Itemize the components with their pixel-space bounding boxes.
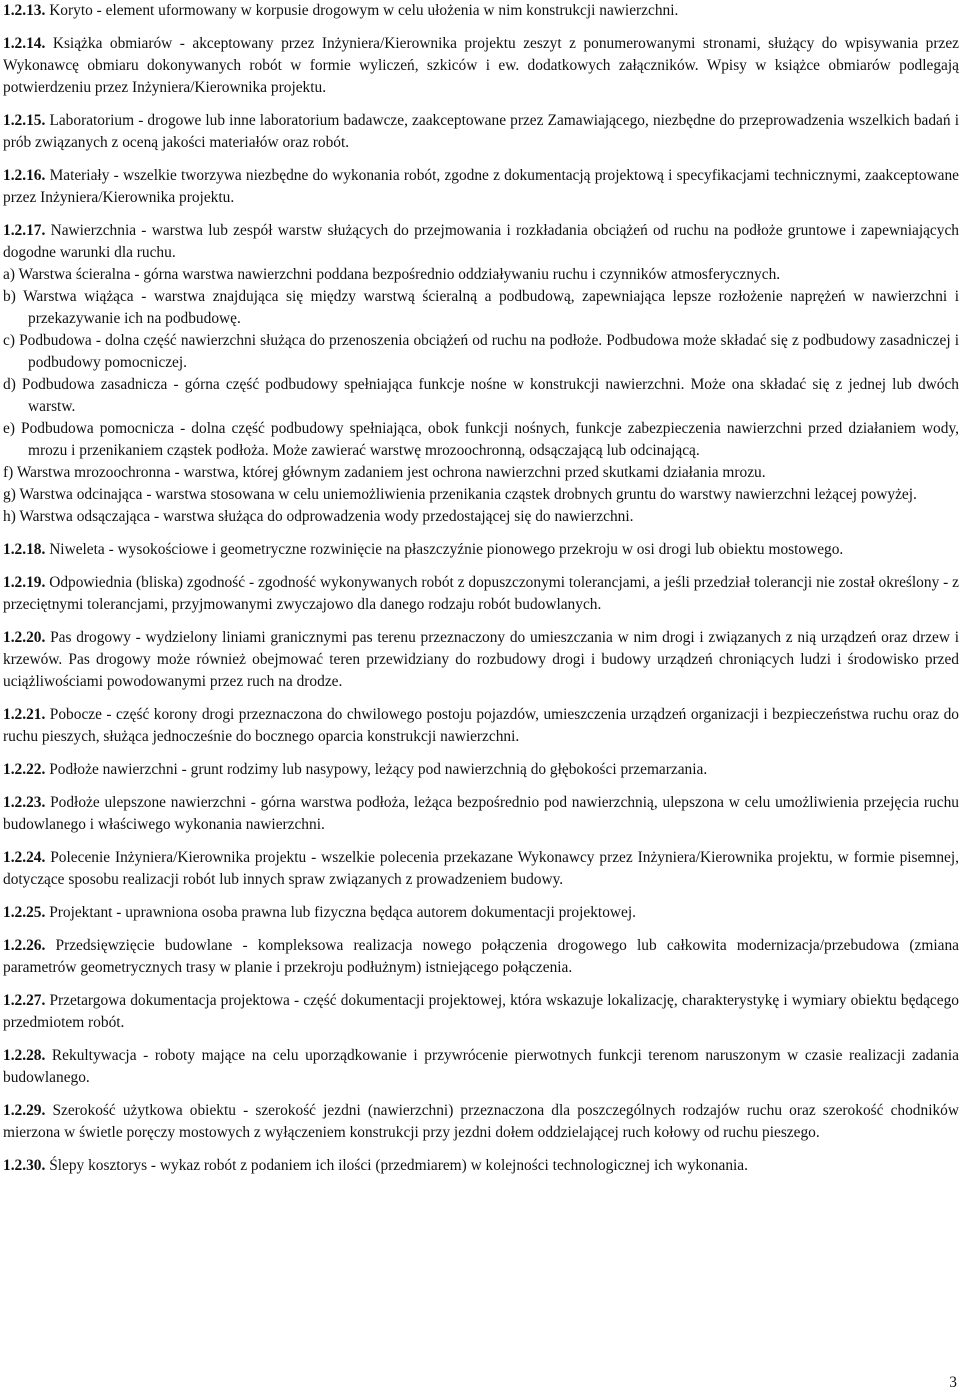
definitions-list xyxy=(3,0,959,264)
layer-item: c) Podbudowa - dolna część nawierzchni służąca do przenoszenia obciążeń od ruchu na podłoże. Podbudowa może składać się z podbudowy zasadniczej i podbudowy pomocniczej. xyxy=(3,332,959,371)
page-number: 3 xyxy=(949,1374,957,1391)
pavement-layers-list xyxy=(3,264,959,528)
definition-item xyxy=(3,704,959,748)
definition-number: 1.2.28. xyxy=(3,1047,46,1064)
definition-text: Przedsięwzięcie budowlane - kompleksowa realizacja nowego połączenia drogowego lub całkowita modernizacja/przebudowa (zmiana parametrów geometrycznych trasy w planie i przekroju podłużnym) istniejącego połączenia. xyxy=(3,937,959,976)
definition-number: 1.2.27. xyxy=(3,992,46,1009)
definition-number: 1.2.29. xyxy=(3,1102,46,1119)
definition-item xyxy=(3,1045,959,1089)
definition-item xyxy=(3,539,959,561)
definition-number: 1.2.21. xyxy=(3,706,46,723)
definition-item xyxy=(3,33,959,99)
layer-item: a) Warstwa ścieralna - górna warstwa nawierzchni poddana bezpośrednio oddziaływaniu ruchu i czynników atmosferycznych. xyxy=(3,266,781,283)
definition-number: 1.2.23. xyxy=(3,794,46,811)
document-page xyxy=(3,0,959,1188)
definition-text: Podłoże ulepszone nawierzchni - górna warstwa podłoża, leżąca bezpośrednio pod nawierzchnią, ulepszona w celu umożliwienia przejęcia ruchu budowlanego i właściwego wykonania nawierzchni. xyxy=(3,794,959,833)
definition-item xyxy=(3,220,959,264)
definition-number: 1.2.26. xyxy=(3,937,46,954)
definition-item xyxy=(3,792,959,836)
definition-item xyxy=(3,935,959,979)
definition-number: 1.2.14. xyxy=(3,35,46,52)
definition-text: Rekultywacja - roboty mające na celu uporządkowanie i przywrócenie pierwotnych funkcji terenom naruszonym w czasie realizacji zadania budowlanego. xyxy=(3,1047,959,1086)
definition-item xyxy=(3,1100,959,1144)
definition-number: 1.2.18. xyxy=(3,541,46,558)
definition-text: Pobocze - część korony drogi przeznaczona do chwilowego postoju pojazdów, umieszczenia urządzeń organizacji i bezpieczeństwa ruchu oraz do ruchu pieszych, służąca jednocześnie do bocznego oparcia konstrukcji nawierzchni. xyxy=(3,706,959,745)
layer-item: b) Warstwa wiążąca - warstwa znajdująca się między warstwą ścieralną a podbudową, zapewniająca lepsze rozłożenie naprężeń w nawierzchni i przekazywanie ich na podbudowę. xyxy=(3,288,959,327)
definition-number: 1.2.30. xyxy=(3,1157,46,1174)
definition-text: Książka obmiarów - akceptowany przez Inżyniera/Kierownika projektu zeszyt z ponumerowanymi stronami, służący do wpisywania przez Wykonawcę obmiaru dokonywanych robót w formie wyliczeń, szkiców i ew. dodatkowych załączników. Wpisy w książce obmiarów podlegają potwierdzeniu przez Inżyniera/Kierownika projektu. xyxy=(3,35,959,96)
definition-text: Odpowiednia (bliska) zgodność - zgodność wykonywanych robót z dopuszczonymi tolerancjami, a jeśli przedział tolerancji nie został określony - z przeciętnymi tolerancjami, przyjmowanymi zwyczajowo dla danego rodzaju robót budowlanych. xyxy=(3,574,959,613)
definition-text: Przetargowa dokumentacja projektowa - część dokumentacji projektowej, która wskazuje lokalizację, charakterystykę i wymiary obiektu będącego przedmiotem robót. xyxy=(3,992,959,1031)
definition-number: 1.2.13. xyxy=(3,2,46,19)
definition-item xyxy=(3,902,959,924)
definition-text: Materiały - wszelkie tworzywa niezbędne do wykonania robót, zgodne z dokumentacją projektową i specyfikacjami technicznymi, zaakceptowane przez Inżyniera/Kierownika projektu. xyxy=(3,167,959,206)
definition-number: 1.2.24. xyxy=(3,849,46,866)
definition-text: Podłoże nawierzchni - grunt rodzimy lub nasypowy, leżący pod nawierzchnią do głębokości przemarzania. xyxy=(49,761,708,778)
layer-item: f) Warstwa mrozoochronna - warstwa, której głównym zadaniem jest ochrona nawierzchni przed skutkami działania mrozu. xyxy=(3,464,766,481)
definition-number: 1.2.15. xyxy=(3,112,46,129)
definition-text: Nawierzchnia - warstwa lub zespół warstw służących do przejmowania i rozkładania obciążeń od ruchu na podłoże gruntowe i zapewniających dogodne warunki dla ruchu. xyxy=(3,222,959,261)
definition-text: Laboratorium - drogowe lub inne laboratorium badawcze, zaakceptowane przez Zamawiającego, niezbędne do przeprowadzenia wszelkich badań i prób związanych z oceną jakości materiałów oraz robót. xyxy=(3,112,959,151)
definition-text: Koryto - element uformowany w korpusie drogowym w celu ułożenia w nim konstrukcji nawierzchni. xyxy=(49,2,679,19)
layer-item: e) Podbudowa pomocnicza - dolna część podbudowy spełniająca, obok funkcji nośnych, funkcje zabezpieczenia nawierzchni przed działaniem wody, mrozu i przenikaniem cząstek podłoża. Może zawierać warstwę mrozoochronną, odsączającą lub odcinającą. xyxy=(3,420,959,459)
definition-text: Ślepy kosztorys - wykaz robót z podaniem ich ilości (przedmiarem) w kolejności technologicznej ich wykonania. xyxy=(49,1157,748,1174)
definition-item xyxy=(3,759,959,781)
definition-item xyxy=(3,110,959,154)
definition-number: 1.2.16. xyxy=(3,167,46,184)
definition-item xyxy=(3,572,959,616)
layer-item: d) Podbudowa zasadnicza - górna część podbudowy spełniająca funkcje nośne w konstrukcji nawierzchni. Może ona składać się z jednej lub dwóch warstw. xyxy=(3,376,959,415)
definition-number: 1.2.22. xyxy=(3,761,46,778)
definition-number: 1.2.19. xyxy=(3,574,46,591)
definition-item xyxy=(3,847,959,891)
definition-number: 1.2.25. xyxy=(3,904,46,921)
definition-number: 1.2.17. xyxy=(3,222,46,239)
definition-item xyxy=(3,1155,959,1177)
definition-item xyxy=(3,165,959,209)
definition-text: Pas drogowy - wydzielony liniami granicznymi pas terenu przeznaczony do umieszczania w nim drogi i związanych z nią urządzeń oraz drzew i krzewów. Pas drogowy może również obejmować teren przewidziany do rozbudowy drogi i budowy urządzeń chroniących ludzi i środowisko przed uciążliwościami powodowanymi przez ruch na drodze. xyxy=(3,629,959,690)
layer-item: h) Warstwa odsączająca - warstwa służąca do odprowadzenia wody przedostającej się do nawierzchni. xyxy=(3,508,634,525)
layer-item: g) Warstwa odcinająca - warstwa stosowana w celu uniemożliwienia przenikania cząstek drobnych gruntu do warstwy nawierzchni leżącej powyżej. xyxy=(3,486,917,503)
definitions-list-continued xyxy=(3,539,959,1177)
definition-item xyxy=(3,990,959,1034)
definition-text: Szerokość użytkowa obiektu - szerokość jezdni (nawierzchni) przeznaczona dla poszczególnych rodzajów ruchu oraz szerokość chodników mierzona w świetle poręczy mostowych z wyłączeniem konstrukcji przy jezdni dołem oddzielającej ruch kołowy od ruchu pieszego. xyxy=(3,1102,959,1141)
definition-text: Polecenie Inżyniera/Kierownika projektu - wszelkie polecenia przekazane Wykonawcy przez Inżyniera/Kierownika projektu, w formie pisemnej, dotyczące sposobu realizacji robót lub innych spraw związanych z prowadzeniem budowy. xyxy=(3,849,959,888)
definition-number: 1.2.20. xyxy=(3,629,46,646)
definition-item xyxy=(3,0,959,22)
definition-text: Projektant - uprawniona osoba prawna lub fizyczna będąca autorem dokumentacji projektowej. xyxy=(49,904,636,921)
definition-text: Niweleta - wysokościowe i geometryczne rozwinięcie na płaszczyźnie pionowego przekroju w osi drogi lub obiektu mostowego. xyxy=(49,541,844,558)
definition-item xyxy=(3,627,959,693)
